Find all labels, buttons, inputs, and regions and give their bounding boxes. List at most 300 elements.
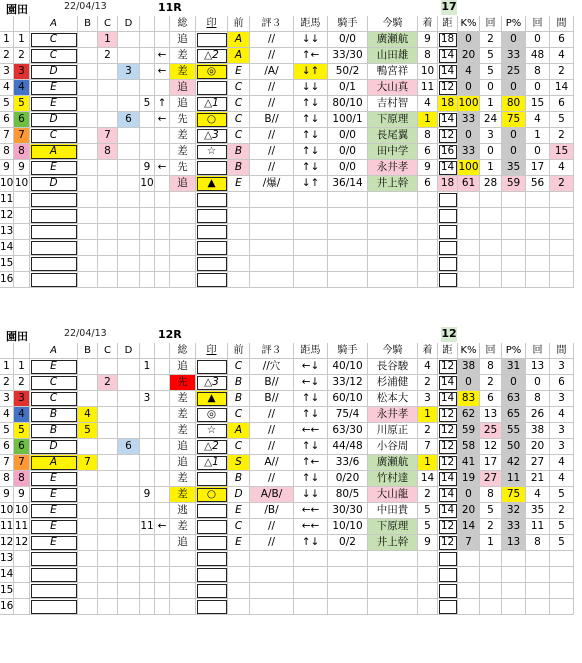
- cell-jockey-rate: 100/1: [328, 112, 368, 128]
- cell-interval: [550, 224, 574, 240]
- cell-eval3: [250, 224, 294, 240]
- cell-count2: 13: [526, 359, 550, 375]
- cell-overall: 追: [170, 96, 196, 112]
- cell-prev: C: [228, 112, 250, 128]
- table-row: [0, 359, 582, 375]
- cell-rank-c: [98, 64, 118, 80]
- cell-eval3: [250, 583, 294, 599]
- cell-p-pct: 0: [502, 375, 526, 391]
- cell-prev: [228, 224, 250, 240]
- cell-rank-d: [118, 391, 140, 407]
- cell-waku: 1: [14, 359, 30, 375]
- cell-pos-num: [140, 423, 155, 439]
- cell-eval3: //: [250, 32, 294, 48]
- cell-count: 8: [480, 487, 502, 503]
- cell-pos-arrow: [155, 455, 170, 471]
- column-header: 距: [438, 343, 458, 359]
- cell-distance-horse: ↑←: [294, 48, 328, 64]
- cell-mark: ○: [196, 487, 228, 503]
- cell-jockey-rate: 10/10: [328, 519, 368, 535]
- table-row: [0, 64, 582, 80]
- cell-rank-a: C: [30, 391, 78, 407]
- cell-distance-horse: ↓↑: [294, 64, 328, 80]
- cell-rank-d: [118, 80, 140, 96]
- cell-pos-arrow: [155, 192, 170, 208]
- cell-waku: 12: [14, 535, 30, 551]
- cell-waku: [14, 599, 30, 615]
- cell-jockey-rate: 40/10: [328, 359, 368, 375]
- cell-jockey: [368, 583, 418, 599]
- cell-count2: 17: [526, 160, 550, 176]
- cell-count: 2: [480, 32, 502, 48]
- cell-rank-a: E: [30, 471, 78, 487]
- cell-eval3: /A/: [250, 64, 294, 80]
- cell-dist: 12: [438, 439, 458, 455]
- cell-count2: [526, 256, 550, 272]
- cell-rank-b: [78, 192, 98, 208]
- race-number: 11R: [158, 1, 182, 14]
- column-header: 評３: [250, 16, 294, 32]
- cell-pos-arrow: [155, 176, 170, 192]
- race-title-bar: [0, 0, 582, 16]
- cell-rank-a: C: [30, 32, 78, 48]
- cell-p-pct: 31: [502, 359, 526, 375]
- column-header: 着: [418, 343, 438, 359]
- cell-finish: 14: [418, 471, 438, 487]
- cell-rank-c: [98, 599, 118, 615]
- cell-overall: [170, 208, 196, 224]
- cell-jockey: 大山龍: [368, 487, 418, 503]
- cell-overall: 追: [170, 535, 196, 551]
- cell-mark: △2: [196, 439, 228, 455]
- cell-pos-arrow: [155, 240, 170, 256]
- cell-interval: 15: [550, 144, 574, 160]
- cell-jockey: 中田貴: [368, 503, 418, 519]
- column-header: [14, 16, 30, 32]
- cell-dist: 14: [438, 160, 458, 176]
- cell-pos-arrow: ←: [155, 64, 170, 80]
- cell-distance-horse: ↑←: [294, 455, 328, 471]
- cell-mark: [196, 256, 228, 272]
- cell-k-pct: 0: [458, 80, 480, 96]
- cell-rank-b: [78, 48, 98, 64]
- cell-mark: [196, 503, 228, 519]
- cell-waku: 6: [14, 112, 30, 128]
- cell-mark: ▲: [196, 391, 228, 407]
- cell-jockey: 竹村達: [368, 471, 418, 487]
- cell-interval: 14: [550, 80, 574, 96]
- cell-count: 25: [480, 423, 502, 439]
- column-header: 今騎: [368, 16, 418, 32]
- cell-dist: 14: [438, 48, 458, 64]
- column-header: A: [30, 16, 78, 32]
- cell-pos-num: [140, 375, 155, 391]
- cell-pos-arrow: ↑: [155, 96, 170, 112]
- cell-rank-c: 2: [98, 375, 118, 391]
- cell-rank-b: [78, 583, 98, 599]
- cell-eval3: [250, 192, 294, 208]
- cell-jockey-rate: 80/10: [328, 96, 368, 112]
- column-header: 総: [170, 343, 196, 359]
- cell-distance-horse: [294, 240, 328, 256]
- cell-jockey: [368, 551, 418, 567]
- cell-jockey-rate: 33/12: [328, 375, 368, 391]
- column-header: 前: [228, 16, 250, 32]
- cell-mark: △1: [196, 96, 228, 112]
- cell-jockey-rate: [328, 272, 368, 288]
- cell-interval: [550, 192, 574, 208]
- cell-mark: [196, 567, 228, 583]
- cell-prev: C: [228, 439, 250, 455]
- cell-pos-num: [140, 439, 155, 455]
- cell-dist: 12: [438, 455, 458, 471]
- cell-count2: 8: [526, 64, 550, 80]
- cell-eval3: //: [250, 128, 294, 144]
- cell-rank-a: C: [30, 48, 78, 64]
- cell-rank-d: 3: [118, 64, 140, 80]
- cell-finish: [418, 551, 438, 567]
- cell-pos-num: [140, 535, 155, 551]
- cell-prev: [228, 599, 250, 615]
- cell-mark: [196, 272, 228, 288]
- cell-prev: [228, 240, 250, 256]
- cell-rank-b: [78, 144, 98, 160]
- cell-waku: 1: [14, 32, 30, 48]
- cell-overall: 差: [170, 519, 196, 535]
- cell-mark: [196, 519, 228, 535]
- cell-jockey: 永井孝: [368, 407, 418, 423]
- cell-pos-arrow: [155, 487, 170, 503]
- cell-mark: [196, 583, 228, 599]
- table-row: [0, 272, 582, 288]
- cell-interval: 3: [550, 359, 574, 375]
- cell-dist: [438, 224, 458, 240]
- cell-rank-d: [118, 583, 140, 599]
- cell-pos-arrow: ←: [155, 48, 170, 64]
- column-header: A: [30, 343, 78, 359]
- cell-rank-d: [118, 176, 140, 192]
- column-header: K%: [458, 343, 480, 359]
- cell-p-pct: 32: [502, 503, 526, 519]
- cell-pos-num: [140, 503, 155, 519]
- cell-pos-arrow: [155, 375, 170, 391]
- cell-waku: 8: [14, 471, 30, 487]
- cell-jockey-rate: 33/30: [328, 48, 368, 64]
- cell-interval: [550, 240, 574, 256]
- cell-jockey-rate: 0/0: [328, 32, 368, 48]
- cell-k-pct: 0: [458, 375, 480, 391]
- cell-count2: 0: [526, 80, 550, 96]
- cell-eval3: /B/: [250, 503, 294, 519]
- cell-prev: E: [228, 176, 250, 192]
- cell-prev: [228, 272, 250, 288]
- cell-finish: 6: [418, 176, 438, 192]
- cell-pos-num: 9: [140, 160, 155, 176]
- cell-jockey-rate: 36/14: [328, 176, 368, 192]
- cell-jockey-rate: 50/2: [328, 64, 368, 80]
- cell-rank-d: [118, 375, 140, 391]
- cell-rank-d: [118, 272, 140, 288]
- cell-count: 5: [480, 503, 502, 519]
- cell-count2: 20: [526, 439, 550, 455]
- cell-mark: [196, 551, 228, 567]
- cell-rank-d: [118, 567, 140, 583]
- cell-dist: 16: [438, 144, 458, 160]
- cell-jockey: 廣瀬航: [368, 455, 418, 471]
- cell-jockey-rate: [328, 256, 368, 272]
- cell-finish: [418, 256, 438, 272]
- cell-num: 7: [0, 128, 14, 144]
- column-header: 間: [550, 343, 574, 359]
- cell-waku: 7: [14, 455, 30, 471]
- cell-waku: 10: [14, 503, 30, 519]
- cell-rank-d: [118, 160, 140, 176]
- column-header: D: [118, 16, 140, 32]
- cell-count: 3: [480, 128, 502, 144]
- cell-pos-arrow: [155, 567, 170, 583]
- cell-count2: 0: [526, 32, 550, 48]
- cell-eval3: [250, 256, 294, 272]
- column-header: P%: [502, 343, 526, 359]
- cell-rank-c: [98, 471, 118, 487]
- cell-num: 1: [0, 359, 14, 375]
- cell-rank-c: [98, 208, 118, 224]
- cell-interval: [550, 272, 574, 288]
- cell-waku: [14, 240, 30, 256]
- cell-jockey: [368, 599, 418, 615]
- cell-jockey: 吉村智: [368, 96, 418, 112]
- cell-waku: 3: [14, 64, 30, 80]
- cell-k-pct: [458, 272, 480, 288]
- cell-distance-horse: ←←: [294, 423, 328, 439]
- cell-rank-b: [78, 503, 98, 519]
- column-header: 印: [196, 343, 228, 359]
- cell-interval: 4: [550, 471, 574, 487]
- cell-finish: 1: [418, 407, 438, 423]
- cell-p-pct: 11: [502, 471, 526, 487]
- cell-eval3: A//: [250, 455, 294, 471]
- cell-k-pct: [458, 256, 480, 272]
- cell-rank-d: [118, 192, 140, 208]
- cell-pos-num: [140, 240, 155, 256]
- cell-pos-num: 1: [140, 359, 155, 375]
- cell-count2: 48: [526, 48, 550, 64]
- cell-rank-d: [118, 240, 140, 256]
- cell-jockey-rate: [328, 583, 368, 599]
- cell-dist: [438, 192, 458, 208]
- cell-pos-num: [140, 256, 155, 272]
- cell-overall: 逃: [170, 503, 196, 519]
- cell-rank-a: E: [30, 96, 78, 112]
- cell-rank-a: E: [30, 487, 78, 503]
- cell-eval3: B//: [250, 112, 294, 128]
- cell-count: [480, 583, 502, 599]
- cell-distance-horse: ↑↓: [294, 128, 328, 144]
- cell-finish: 8: [418, 128, 438, 144]
- cell-p-pct: [502, 583, 526, 599]
- cell-count: [480, 208, 502, 224]
- cell-num: 14: [0, 567, 14, 583]
- table-row: [0, 224, 582, 240]
- cell-num: 10: [0, 503, 14, 519]
- cell-count2: 4: [526, 487, 550, 503]
- cell-dist: 12: [438, 128, 458, 144]
- cell-prev: B: [228, 144, 250, 160]
- cell-rank-d: [118, 423, 140, 439]
- cell-waku: 4: [14, 80, 30, 96]
- race-number: 12R: [158, 328, 182, 341]
- cell-rank-d: [118, 407, 140, 423]
- cell-pos-arrow: [155, 599, 170, 615]
- cell-prev: B: [228, 160, 250, 176]
- cell-count2: 0: [526, 144, 550, 160]
- column-header: 騎手: [328, 16, 368, 32]
- cell-mark: [196, 599, 228, 615]
- cell-eval3: [250, 599, 294, 615]
- cell-rank-d: [118, 224, 140, 240]
- cell-finish: [418, 599, 438, 615]
- cell-interval: [550, 599, 574, 615]
- table-row: [0, 80, 582, 96]
- cell-count: 5: [480, 64, 502, 80]
- cell-num: 2: [0, 375, 14, 391]
- cell-rank-d: [118, 551, 140, 567]
- cell-num: 15: [0, 256, 14, 272]
- cell-jockey: [368, 256, 418, 272]
- cell-k-pct: 38: [458, 359, 480, 375]
- cell-mark: △3: [196, 375, 228, 391]
- cell-p-pct: 75: [502, 487, 526, 503]
- cell-prev: A: [228, 423, 250, 439]
- cell-count2: [526, 224, 550, 240]
- cell-rank-b: [78, 176, 98, 192]
- table-row: [0, 583, 582, 599]
- cell-finish: [418, 567, 438, 583]
- cell-num: 8: [0, 471, 14, 487]
- cell-rank-a: D: [30, 112, 78, 128]
- cell-rank-c: 2: [98, 48, 118, 64]
- runner-count: 17: [441, 0, 457, 13]
- cell-finish: 9: [418, 535, 438, 551]
- cell-waku: 5: [14, 423, 30, 439]
- cell-dist: 14: [438, 375, 458, 391]
- cell-overall: 追: [170, 439, 196, 455]
- cell-k-pct: [458, 551, 480, 567]
- cell-prev: C: [228, 407, 250, 423]
- table-row: [0, 32, 582, 48]
- cell-dist: 14: [438, 471, 458, 487]
- cell-mark: △1: [196, 455, 228, 471]
- cell-rank-c: [98, 80, 118, 96]
- cell-count: 28: [480, 176, 502, 192]
- cell-interval: 4: [550, 455, 574, 471]
- column-header: 回: [526, 343, 550, 359]
- cell-count2: 35: [526, 503, 550, 519]
- cell-interval: 6: [550, 96, 574, 112]
- cell-num: 5: [0, 96, 14, 112]
- cell-jockey: [368, 224, 418, 240]
- cell-dist: 12: [438, 407, 458, 423]
- cell-p-pct: [502, 240, 526, 256]
- table-row: [0, 208, 582, 224]
- cell-num: 5: [0, 423, 14, 439]
- cell-prev: A: [228, 48, 250, 64]
- cell-finish: 3: [418, 391, 438, 407]
- cell-k-pct: 41: [458, 455, 480, 471]
- cell-rank-b: 7: [78, 455, 98, 471]
- cell-pos-arrow: [155, 423, 170, 439]
- cell-distance-horse: ↓↓: [294, 80, 328, 96]
- cell-rank-a: [30, 208, 78, 224]
- cell-distance-horse: ↑↓: [294, 144, 328, 160]
- cell-jockey: [368, 567, 418, 583]
- cell-count2: [526, 583, 550, 599]
- cell-rank-c: [98, 224, 118, 240]
- cell-count: [480, 551, 502, 567]
- cell-overall: 差: [170, 64, 196, 80]
- cell-rank-d: [118, 599, 140, 615]
- cell-dist: [438, 551, 458, 567]
- cell-jockey-rate: 60/10: [328, 391, 368, 407]
- cell-rank-b: [78, 96, 98, 112]
- cell-waku: 10: [14, 176, 30, 192]
- cell-num: 4: [0, 407, 14, 423]
- cell-pos-num: [140, 48, 155, 64]
- cell-dist: [438, 583, 458, 599]
- cell-k-pct: 62: [458, 407, 480, 423]
- cell-finish: 1: [418, 455, 438, 471]
- column-header: [155, 343, 170, 359]
- cell-rank-a: E: [30, 519, 78, 535]
- cell-jockey: 長尾翼: [368, 128, 418, 144]
- race-title-bar: [0, 327, 582, 343]
- cell-eval3: //: [250, 519, 294, 535]
- cell-rank-d: [118, 208, 140, 224]
- cell-rank-c: [98, 176, 118, 192]
- cell-count2: 38: [526, 423, 550, 439]
- cell-count: 1: [480, 96, 502, 112]
- cell-distance-horse: ↓↑: [294, 176, 328, 192]
- cell-jockey: 田中学: [368, 144, 418, 160]
- cell-jockey-rate: 80/5: [328, 487, 368, 503]
- cell-pos-arrow: [155, 407, 170, 423]
- cell-k-pct: 14: [458, 519, 480, 535]
- cell-p-pct: 0: [502, 32, 526, 48]
- cell-count: [480, 224, 502, 240]
- cell-rank-b: [78, 439, 98, 455]
- cell-mark: [196, 471, 228, 487]
- cell-overall: 追: [170, 359, 196, 375]
- cell-p-pct: [502, 208, 526, 224]
- cell-rank-b: [78, 359, 98, 375]
- cell-eval3: //: [250, 407, 294, 423]
- cell-rank-c: [98, 240, 118, 256]
- cell-rank-b: 4: [78, 407, 98, 423]
- cell-rank-c: [98, 391, 118, 407]
- cell-p-pct: [502, 551, 526, 567]
- column-header: 回: [480, 16, 502, 32]
- cell-rank-d: [118, 487, 140, 503]
- cell-count: 2: [480, 375, 502, 391]
- cell-distance-horse: ↑↓: [294, 391, 328, 407]
- cell-dist: [438, 240, 458, 256]
- cell-k-pct: 0: [458, 128, 480, 144]
- cell-k-pct: [458, 208, 480, 224]
- cell-prev: [228, 192, 250, 208]
- cell-p-pct: 80: [502, 96, 526, 112]
- cell-pos-num: [140, 599, 155, 615]
- cell-overall: 差: [170, 423, 196, 439]
